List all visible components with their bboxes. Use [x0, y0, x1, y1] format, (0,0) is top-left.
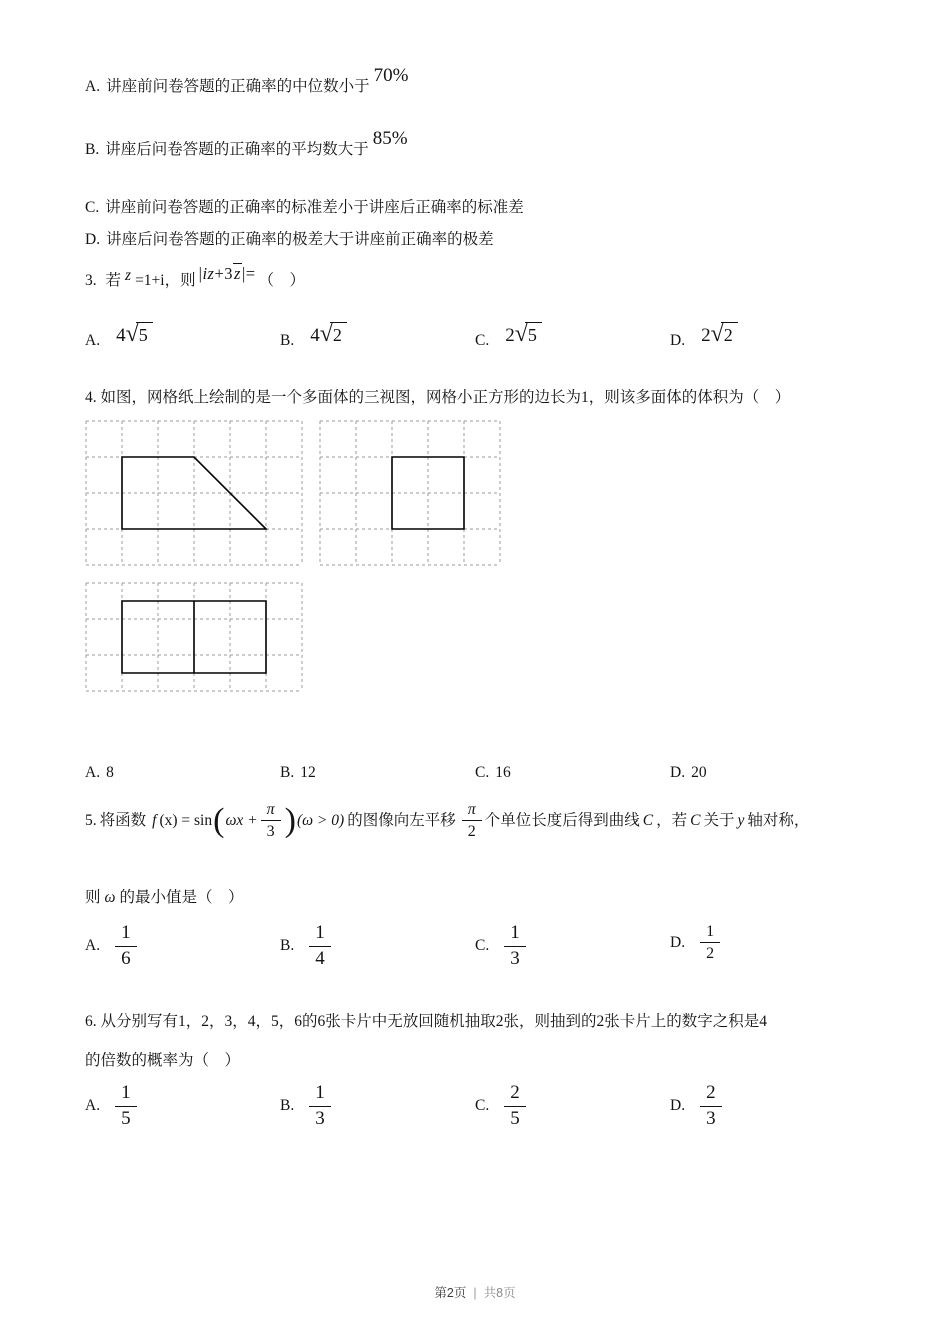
- option-label: D.: [670, 331, 686, 349]
- abs-open-bar: |: [198, 264, 203, 283]
- fraction-numerator: 1: [309, 922, 331, 947]
- fraction-numerator: 1: [309, 1082, 331, 1107]
- fraction-denominator: 3: [315, 1107, 325, 1129]
- coefficient: 4: [116, 325, 126, 346]
- q2-option-a: [85, 65, 409, 101]
- fraction: [115, 1082, 137, 1131]
- option-label: A.: [85, 937, 101, 955]
- q3-mid: 则: [180, 272, 196, 289]
- fraction: [309, 922, 331, 971]
- fraction-denominator: 3: [510, 947, 520, 969]
- option-value: 12: [300, 764, 316, 781]
- q2-option-c: [85, 196, 524, 219]
- option-label: B.: [85, 141, 100, 158]
- option-text: 讲座前问卷答题的正确率的中位数小于: [106, 78, 370, 95]
- sqrt-expression: [116, 322, 153, 348]
- option-value: 85%: [372, 128, 408, 149]
- fraction-pi-over-3: [261, 800, 281, 841]
- radical-sign-icon: √: [514, 321, 528, 347]
- q5-pre: 将函数: [99, 812, 147, 830]
- fraction-numerator: 1: [700, 922, 720, 943]
- footer-total-pages: 共8页: [483, 1286, 516, 1300]
- q5-option-d: [670, 922, 720, 963]
- radicand: 5: [525, 322, 542, 347]
- option-value: 70%: [373, 65, 409, 86]
- q5-line2-pre: 则: [85, 889, 101, 906]
- question-number: 3.: [85, 272, 97, 289]
- q5-stem-line2: [85, 886, 243, 909]
- fraction-denominator: 5: [510, 1107, 520, 1129]
- q5-option-c: [475, 922, 526, 971]
- fraction-pi-over-2: [462, 800, 482, 841]
- q6-option-b: [280, 1082, 331, 1131]
- option-label: C.: [475, 331, 490, 349]
- z-conjugate: z: [234, 264, 241, 283]
- q3-option-a: [85, 321, 153, 354]
- q3-options: [85, 321, 950, 382]
- option-text: 讲座前问卷答题的正确率的标准差小于讲座后正确率的标准差: [105, 199, 524, 216]
- q6-option-a: [85, 1082, 137, 1131]
- fraction-numerator: 1: [115, 922, 137, 947]
- q6-stem: [85, 1002, 767, 1080]
- coefficient: 2: [701, 325, 711, 346]
- radical-sign-icon: √: [125, 321, 139, 347]
- q3-pre: 若: [105, 272, 122, 289]
- var-f: f: [152, 812, 157, 830]
- page-footer: [0, 1283, 950, 1301]
- option-label: D.: [85, 231, 101, 248]
- q5-stem: [85, 800, 809, 841]
- option-label: B.: [280, 1097, 295, 1115]
- option-label: A.: [85, 1097, 101, 1115]
- term-plus3: +3: [214, 264, 234, 283]
- option-value: 8: [106, 764, 114, 781]
- sqrt-expression: [310, 322, 347, 348]
- q3-eq: =1+i，: [135, 272, 181, 289]
- q4-option-d: [670, 764, 707, 782]
- coefficient: 2: [505, 325, 515, 346]
- fraction: [309, 1082, 331, 1131]
- abs-close-bar: |=: [241, 264, 256, 283]
- term-iz: iz: [202, 264, 215, 283]
- var-y: y: [737, 812, 745, 830]
- q5-mid4: 关于: [703, 812, 735, 830]
- sqrt-expression: [701, 322, 738, 348]
- fraction-denominator: 2: [706, 945, 715, 963]
- q5-mid5: 轴对称，: [747, 812, 810, 830]
- q5-option-a: [85, 922, 137, 971]
- radicand: 2: [721, 322, 738, 347]
- var-z: z: [125, 267, 132, 284]
- fraction: [115, 922, 137, 971]
- option-label: C.: [475, 764, 490, 781]
- footer-separator: |: [473, 1286, 477, 1300]
- q6-option-c: [475, 1082, 526, 1131]
- var-omega: ω: [104, 889, 116, 906]
- radical-sign-icon: √: [710, 321, 724, 347]
- fraction-numerator: π: [261, 800, 281, 821]
- fraction-denominator: 4: [315, 947, 325, 969]
- option-label: A.: [85, 331, 101, 349]
- option-label: D.: [670, 933, 686, 951]
- fraction-denominator: 6: [121, 947, 131, 969]
- side-view-diagram: [319, 420, 501, 573]
- q6-line2: 的倍数的概率为（ ）: [85, 1052, 241, 1069]
- fraction-numerator: 2: [504, 1082, 526, 1107]
- radicand: 2: [330, 322, 347, 347]
- three-view-diagrams: [85, 420, 501, 573]
- q6-options: [85, 1082, 950, 1136]
- option-label: B.: [280, 937, 295, 955]
- fraction: [504, 1082, 526, 1131]
- radical-sign-icon: √: [319, 321, 333, 347]
- q4-option-c: [475, 764, 511, 782]
- option-label: D.: [670, 764, 686, 781]
- fraction: [700, 922, 720, 963]
- big-right-paren: ): [284, 801, 296, 839]
- front-view-diagram: [85, 420, 303, 573]
- fraction-denominator: 5: [121, 1107, 131, 1129]
- big-left-paren: (: [213, 801, 225, 839]
- option-text: 讲座后问卷答题的正确率的平均数大于: [105, 141, 369, 158]
- q5-line2-post: 的最小值是（ ）: [119, 889, 244, 906]
- q5-mid2: 个单位长度后得到曲线: [484, 812, 640, 830]
- q6-option-d: [670, 1082, 722, 1131]
- fraction-numerator: 1: [115, 1082, 137, 1107]
- q4-stem: 4. 如图，网格纸上绘制的是一个多面体的三视图，网格小正方形的边长为1，则该多面体的体积为（ ）: [85, 389, 791, 406]
- coefficient: 4: [310, 325, 320, 346]
- option-label: C.: [475, 937, 490, 955]
- option-text: 讲座后问卷答题的正确率的极差大于讲座前正确率的极差: [106, 231, 494, 248]
- var-C: C: [690, 812, 701, 830]
- option-value: 20: [691, 764, 707, 781]
- choice-paren: （ ）: [258, 272, 306, 289]
- sqrt-expression: [505, 322, 542, 348]
- top-view-diagram: [85, 582, 303, 699]
- fraction: [504, 922, 526, 971]
- q3-option-b: [280, 321, 347, 354]
- radicand: 5: [136, 322, 153, 347]
- q5-args: (x) = sin: [159, 812, 213, 830]
- abs-expression: [199, 264, 256, 283]
- fraction: [700, 1082, 722, 1131]
- fraction-denominator: 3: [266, 823, 275, 841]
- fraction-numerator: π: [462, 800, 482, 821]
- q3-option-c: [475, 321, 542, 354]
- option-label: A.: [85, 764, 101, 781]
- fraction-numerator: 2: [700, 1082, 722, 1107]
- option-value: 16: [495, 764, 511, 781]
- top-view-wrap: [85, 582, 303, 699]
- fraction-denominator: 2: [467, 823, 476, 841]
- q2-option-d: [85, 228, 494, 251]
- q5-mid3: ，若: [656, 812, 688, 830]
- q2-option-b: [85, 128, 408, 164]
- option-label: C.: [85, 199, 100, 216]
- question-number: 5.: [85, 812, 97, 830]
- q5-inner-expr: ωx +: [225, 812, 258, 830]
- q5-options: [85, 922, 950, 976]
- option-label: C.: [475, 1097, 490, 1115]
- q5-omega-condition: (ω > 0): [296, 812, 345, 830]
- q4-option-b: [280, 764, 316, 782]
- q3-option-d: [670, 321, 738, 354]
- q6-line1: 6. 从分别写有1，2，3，4，5，6的6张卡片中无放回随机抽取2张，则抽到的2张卡片上的数字之积是4: [85, 1013, 768, 1030]
- option-label: B.: [280, 764, 295, 781]
- q5-option-b: [280, 922, 331, 971]
- q4-option-a: [85, 764, 114, 782]
- option-label: B.: [280, 331, 295, 349]
- fraction-numerator: 1: [504, 922, 526, 947]
- q3-stem: [85, 264, 306, 293]
- q5-mid1: 的图像向左平移: [347, 812, 456, 830]
- footer-page-number: 第2页: [434, 1286, 467, 1300]
- var-C: C: [642, 812, 654, 830]
- option-label: A.: [85, 78, 101, 95]
- fraction-denominator: 3: [706, 1107, 716, 1129]
- option-label: D.: [670, 1097, 686, 1115]
